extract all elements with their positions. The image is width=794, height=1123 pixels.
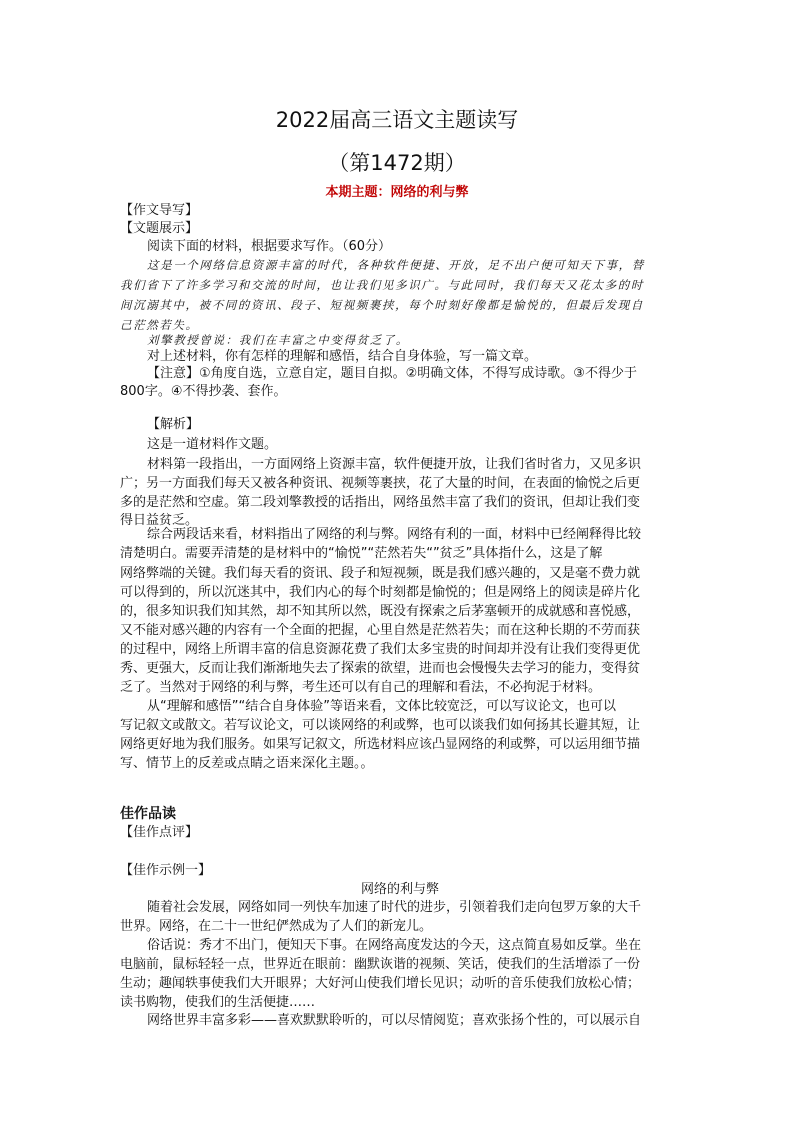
document-title: 2022届高三语文主题读写 [275, 108, 519, 132]
issue-number: （第1472期） [328, 151, 466, 175]
essay-line: 网络世界丰富多彩——喜欢默默聆听的，可以尽情阅览；喜欢张扬个性的，可以展示自 [147, 1013, 642, 1028]
analysis-line: 又不能对感兴趣的内容有一个全面的把握，心里自然是茫然若失；而在这种长期的不劳而获 [120, 623, 641, 638]
essay-line: 随着社会发展，网络如同一列快车加速了时代的进步，引领着我们走向包罗万象的大千 [147, 900, 642, 915]
analysis-line: 网络弊端的关键。我们每天看的资讯、段子和短视频，既是我们感兴趣的，又是毫不费力就 [120, 566, 641, 581]
section-analysis: 【解析】 [147, 417, 200, 432]
analysis-line: 写、情节上的反差或点睛之语来深化主题。。 [120, 756, 374, 771]
essay-line: 读书购物，使我们的生活便捷…… [120, 995, 316, 1010]
prompt-line: 这是一个网络信息资源丰富的时代，各种软件便捷、开放，足不出户便可知天下事，替 [147, 258, 645, 272]
analysis-line: 得日益贫乏。 [120, 513, 199, 528]
analysis-line: 可以得到的，所以沉迷其中，我们内心的每个时刻都是愉悦的；但是网络上的阅读是碎片化 [120, 585, 641, 600]
analysis-line: 秀、更强大，反而让我们渐渐地失去了探索的欲望，进而也会慢慢失去学习的能力，变得贫 [120, 661, 641, 676]
essay-title: 网络的利与弊 [360, 882, 439, 897]
section-prompt: 【文题展示】 [120, 221, 199, 236]
essay-line: 电脑前，鼠标轻轻一点，世界近在眼前：幽默诙谐的视频、笑话，使我们的生活增添了一份 [120, 957, 641, 972]
prompt-line: 间沉溺其中，被不同的资讯、段子、短视频裹挟，每个时刻好像都是愉悦的，但最后发现自 [120, 298, 644, 312]
prompt-line: 800字。④不得抄袭、套作。 [120, 384, 287, 399]
section-works: 佳作品读 [120, 806, 176, 822]
prompt-line: 我们省下了许多学习和交流的时间，也让我们见多识广。与此同时，我们每天又花太多的时 [120, 278, 644, 292]
prompt-line: 对上述材料，你有怎样的理解和感悟，结合自身体验，写一篇文章。 [147, 349, 538, 364]
prompt-line: 阅读下面的材料，根据要求写作。（60分） [147, 239, 392, 254]
section-example: 【佳作示例一】 [120, 863, 212, 878]
essay-line: 俗话说：秀才不出门，便知天下事。在网络高度发达的今天，这点简直易如反掌。坐在 [147, 938, 642, 953]
analysis-line: 写记叙文或散文。若写议论文，可以谈网络的利或弊，也可以谈我们如何扬其长避其短，让 [120, 718, 641, 733]
issue-theme: 本期主题：网络的利与弊 [325, 185, 469, 200]
essay-line: 生动；趣闻轶事使我们大开眼界；大好河山使我们增长见识；动听的音乐使我们放松心情； [120, 976, 641, 991]
analysis-line: 的过程中，网络上所谓丰富的信息资源花费了我们太多宝贵的时间却并没有让我们变得更优 [120, 642, 641, 657]
analysis-line: 乏了。当然对于网络的利与弊，考生还可以有自己的理解和看法，不必拘泥于材料。 [120, 680, 602, 695]
essay-line: 世界。网络，在二十一世纪俨然成为了人们的新宠儿。 [120, 919, 433, 934]
analysis-line: 材料第一段指出，一方面网络上资源丰富，软件便捷开放，让我们省时省力，又见多识 [147, 457, 642, 472]
analysis-line: 综合两段话来看，材料指出了网络的利与弊。网络有利的一面，材料中已经阐释得比较 [147, 527, 642, 542]
section-guide: 【作文导写】 [120, 203, 199, 218]
analysis-line: 多的是茫然和空虚。第二段刘擎教授的话指出，网络虽然丰富了我们的资讯，但却让我们变 [120, 495, 641, 510]
analysis-line: 这是一道材料作文题。 [147, 437, 278, 452]
analysis-line: 广；另一方面我们每天又被各种资讯、视频等裹挟，花了大量的时间，在表面的愉悦之后更 [120, 476, 641, 491]
analysis-line: 网络更好地为我们服务。如果写记叙文，所选材料应该凸显网络的利或弊，可以运用细节描 [120, 737, 641, 752]
analysis-line: 清楚明白。需要弄清楚的是材料中的“愉悦”“茫然若失“”贫乏”具体指什么，这是了解 [120, 546, 603, 561]
analysis-line: 从“理解和感悟”“结合自身体验”等语来看，文体比较宽泛，可以写议论文，也可以 [147, 699, 616, 714]
section-comment: 【佳作点评】 [120, 825, 199, 840]
prompt-line: 己茫然若失。 [120, 318, 199, 332]
prompt-line: 刘擎教授曾说：我们在丰富之中变得贫乏了。 [147, 333, 409, 347]
prompt-line: 【注意】①角度自选，立意自定，题目自拟。②明确文体，不得写成诗歌。③不得少于 [147, 366, 637, 381]
analysis-line: 的，很多知识我们知其然，却不知其所以然，既没有探索之后茅塞顿开的成就感和喜悦感， [120, 604, 641, 619]
